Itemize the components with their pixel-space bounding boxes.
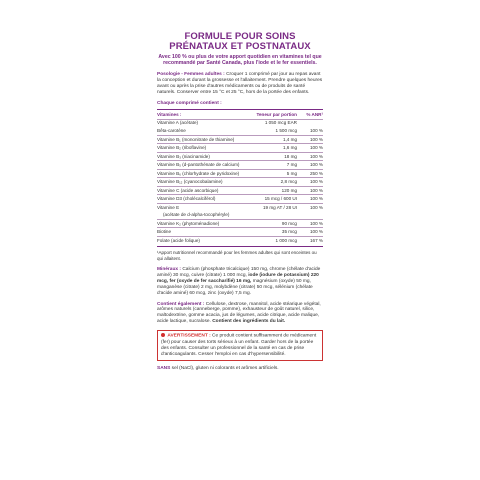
row-name: Folate (acide folique)	[157, 236, 251, 244]
free-from-section	[157, 366, 323, 372]
warning-label: AVERTISSEMENT :	[167, 333, 211, 339]
table-row	[157, 135, 323, 144]
free-from-label: SANS	[157, 365, 171, 371]
table-row	[157, 152, 323, 161]
row-name: Vitamine A (acétate)	[157, 119, 251, 127]
row-amount	[251, 211, 297, 219]
row-dv: 167 %	[297, 236, 323, 244]
table-row	[157, 186, 323, 195]
table-row	[157, 228, 323, 237]
row-name: Vitamine B₆ (chlorhydrate de pyridoxine)	[157, 169, 251, 178]
divider	[157, 109, 323, 110]
row-name: Vitamine D3 (cholécalciférol)	[157, 195, 251, 204]
row-dv: 100 %	[297, 195, 323, 204]
header-amount: Teneur par portion	[256, 111, 297, 117]
row-amount: 1 500 mcg	[275, 128, 297, 133]
table-row	[157, 169, 323, 178]
dosage-section	[157, 72, 323, 96]
minerals-label: Minéraux :	[157, 266, 181, 272]
row-name: Vitamine E	[157, 203, 251, 211]
table-row	[157, 127, 323, 135]
row-dv: 100 %	[297, 228, 323, 237]
divider	[157, 246, 323, 247]
supplement-facts	[157, 101, 323, 262]
table-row	[157, 211, 323, 219]
table-footnote: ¹Apport nutritionnel recommandé pour les femmes adultes qui sont enceintes ou qui allaitent.	[157, 250, 317, 261]
table-row	[157, 203, 323, 211]
product-title	[157, 32, 323, 52]
header-dv: % ANR¹	[306, 111, 323, 117]
row-name: Vitamine B₁₂ (cyanocobalamine)	[157, 178, 251, 187]
contains-text: Cellulose, dextrose, mannitol, acide stéarique végétal, arômes naturels (canneberge, pomme), exhausteur de goût naturel, silice, maltodextrine, gomme acacia, jus de légumes, acide citrique, acide malique, acide lactique, sucralose.	[157, 301, 321, 325]
table-row	[157, 219, 323, 228]
row-dv: 100 %	[297, 144, 323, 153]
row-amount: 7 mg	[251, 161, 297, 170]
minerals-bold: iode (iodure de potassium) 220 mcg, fer (oxyde de fer saccharifié) 16 mg,	[157, 272, 319, 284]
row-name: Vitamine C (acide ascorbique)	[157, 186, 251, 195]
row-dv: 100 %	[297, 178, 323, 187]
row-dv: 100 %	[309, 128, 323, 133]
row-name: Vitamine K₂ (phytoménadione)	[157, 219, 251, 228]
row-dv: 100 %	[297, 186, 323, 195]
row-dv: 100 %	[297, 152, 323, 161]
table-row	[157, 119, 323, 127]
row-amount: 35 mcg	[251, 228, 297, 237]
row-name: Biotine	[157, 228, 251, 237]
table-header-row	[157, 111, 323, 119]
row-name: Vitamine B₂ (riboflavine)	[157, 144, 251, 153]
free-from-text: sel (NaCl), gluten ni colorants et arômes artificiels.	[171, 365, 279, 371]
vitamins-table	[157, 111, 323, 244]
row-dv	[297, 119, 323, 127]
row-amount: 90 mcg	[251, 219, 297, 228]
row-dv: 100 %	[297, 203, 323, 211]
row-amount: 5 mg	[251, 169, 297, 178]
row-name: (acétate de d-alpha-tocophéryle)	[163, 212, 230, 218]
table-row	[157, 195, 323, 204]
title-line-2: PRÉNATAUX ET POSTNATAUX	[169, 40, 311, 52]
table-row	[157, 236, 323, 244]
minerals-text-1: Calcium (phosphate tricalcique) 150 mg, chrome (chélate d'acide aminé) 30 mcg, cuivre (citrate) 1 000 mcg,	[157, 266, 321, 278]
header-name: Vitamines :	[157, 111, 182, 117]
title-line-1: FORMULE POUR SOINS	[184, 31, 296, 42]
row-amount: 120 mg	[251, 186, 297, 195]
row-dv: 100 %	[297, 161, 323, 170]
table-row	[157, 178, 323, 187]
row-dv: 250 %	[297, 169, 323, 178]
table-row	[157, 144, 323, 153]
label-panel	[157, 32, 323, 372]
row-name: Vitamine B₅ (d-pantothénate de calcium)	[157, 161, 251, 170]
table-caption: Chaque comprimé contient :	[157, 100, 222, 106]
row-dv: 100 %	[297, 135, 323, 144]
warning-text: Ce produit contient suffisamment de médicament (fer) pour causer des torts sérieux à un enfant. Garder hors de la portée des enfants. Consulter un professionnel de la santé en cas de prise d'anticoagulants. Cesser l'emploi en cas d'hypersensibilité.	[161, 333, 317, 357]
dosage-text: Croquer 1 comprimé par jour au repas avant la conception et durant la grossesse et l'allaitement. Prendre quelques heures avant ou après la prise d'autres médicaments ou de produits de santé naturels. Conserver entre 15 °C et 25 °C, hors de la portée des enfants.	[157, 71, 323, 95]
dosage-label: Posologie - Femmes adultes :	[157, 71, 225, 77]
row-amount: 1,6 mg	[251, 144, 297, 153]
contains-label: Contient également :	[157, 301, 205, 307]
warning-box	[157, 330, 323, 360]
row-amount: 1 050 mcg EAR	[251, 119, 297, 127]
row-name: Vitamine B₁ (mononitrate de thiamine)	[157, 135, 251, 144]
row-amount: 15 mcg / 600 UI	[251, 195, 297, 204]
minerals-text-2: magnésium (oxyde) 50 mg, manganèse (citrate) 2 mg, molybdène (citrate) 50 mcg, sélénium (chélate d'acide aminé) 60 mcg, zinc (oxyde) 7,5 mg.	[157, 278, 313, 296]
intro-claim: Avec 100 % ou plus de votre apport quotidien en vitamines tel que recommandé par Santé Canada, plus l'iode et le fer essentiels.	[158, 53, 322, 67]
row-dv: 100 %	[297, 219, 323, 228]
row-amount: 19 mg AT / 28 UI	[251, 203, 297, 211]
row-name: Bêta-carotène	[157, 128, 186, 133]
row-name: Vitamine B₃ (niacinamide)	[157, 152, 251, 161]
row-amount: 1 000 mcg	[251, 236, 297, 244]
row-amount: 2,8 mcg	[251, 178, 297, 187]
row-amount: 1,4 mg	[251, 135, 297, 144]
contains-bold: Contient des ingrédients du lait.	[212, 319, 286, 325]
minerals-section	[157, 267, 323, 297]
contains-section	[157, 302, 323, 326]
warning-dot-icon	[161, 333, 165, 337]
row-dv	[297, 211, 323, 219]
table-row	[157, 161, 323, 170]
row-amount: 18 mg	[251, 152, 297, 161]
